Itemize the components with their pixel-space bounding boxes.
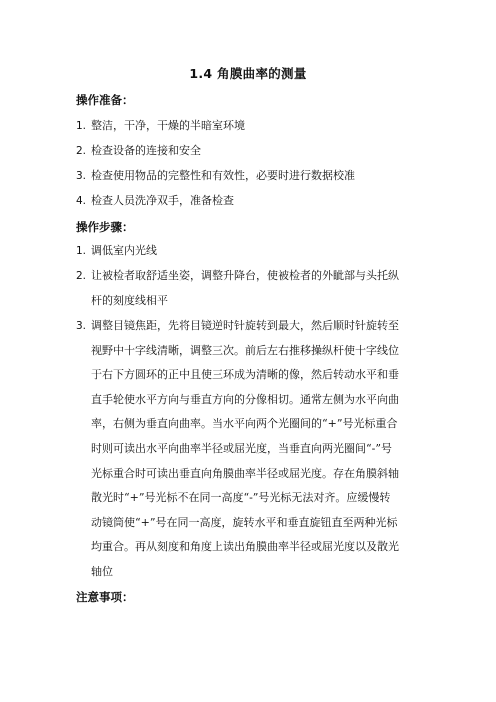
list-number: 1. [76, 245, 87, 257]
step-item [76, 239, 428, 264]
list-number: 4. [76, 195, 87, 207]
list-text: 整洁，干净，干燥的半暗室环境 [91, 119, 245, 132]
list-number: 3. [76, 170, 87, 182]
prep-item [76, 139, 428, 164]
prep-item [76, 164, 428, 189]
list-text: 调低室内光线 [91, 244, 157, 257]
list-text: 让被检者取舒适坐姿，调整升降台，使被检者的外眦部与头托纵 杆的刻度线相平 [91, 269, 399, 307]
prep-item [76, 189, 428, 214]
list-number: 3. [76, 320, 87, 332]
document-title: 1.4 角膜曲率的测量 [189, 66, 307, 81]
list-text: 检查使用物品的完整性和有效性，必要时进行数据校准 [91, 169, 355, 182]
notes-heading: 注意事项： [76, 590, 134, 604]
list-number: 2. [76, 270, 87, 282]
step-item [76, 314, 428, 585]
list-text: 检查人员洗净双手，准备检查 [91, 194, 234, 207]
steps-heading: 操作步骤： [76, 220, 134, 234]
list-text: 检查设备的连接和安全 [91, 144, 201, 157]
prep-item [76, 114, 428, 139]
list-number: 1. [76, 120, 87, 132]
step-item [76, 264, 428, 313]
prep-heading: 操作准备： [76, 93, 134, 107]
list-number: 2. [76, 145, 87, 157]
list-text: 调整目镜焦距，先将目镜逆时针旋转到最大，然后顺时针旋转至 视野中十字线清晰，调整三次。前后左右推移操纵杆使十字线位 于右下方圆环的正中且使三环成为清晰的像，然后转动水平和垂 直手轮使水平方向与垂直方向的分像相切。通常左侧为水平向曲 率，右侧为垂直向曲率。当水平向两个光圈间的“+”号光标重合 时则可读出水平向曲率半径或屈光度，当垂直向两光圈间“-”号 光标重合时可读出垂直向角膜曲率半径或屈光度。存在角膜斜轴 散光时“+”号光标不在同一高度“-”号光标无法对齐。应缓慢转 动镜筒使“+”号在同一高度，旋转水平和垂直旋钮直至两种光标 均重合。再从刻度和角度上读出角膜曲率半径或屈光度以及散光 轴位 [91, 319, 399, 578]
